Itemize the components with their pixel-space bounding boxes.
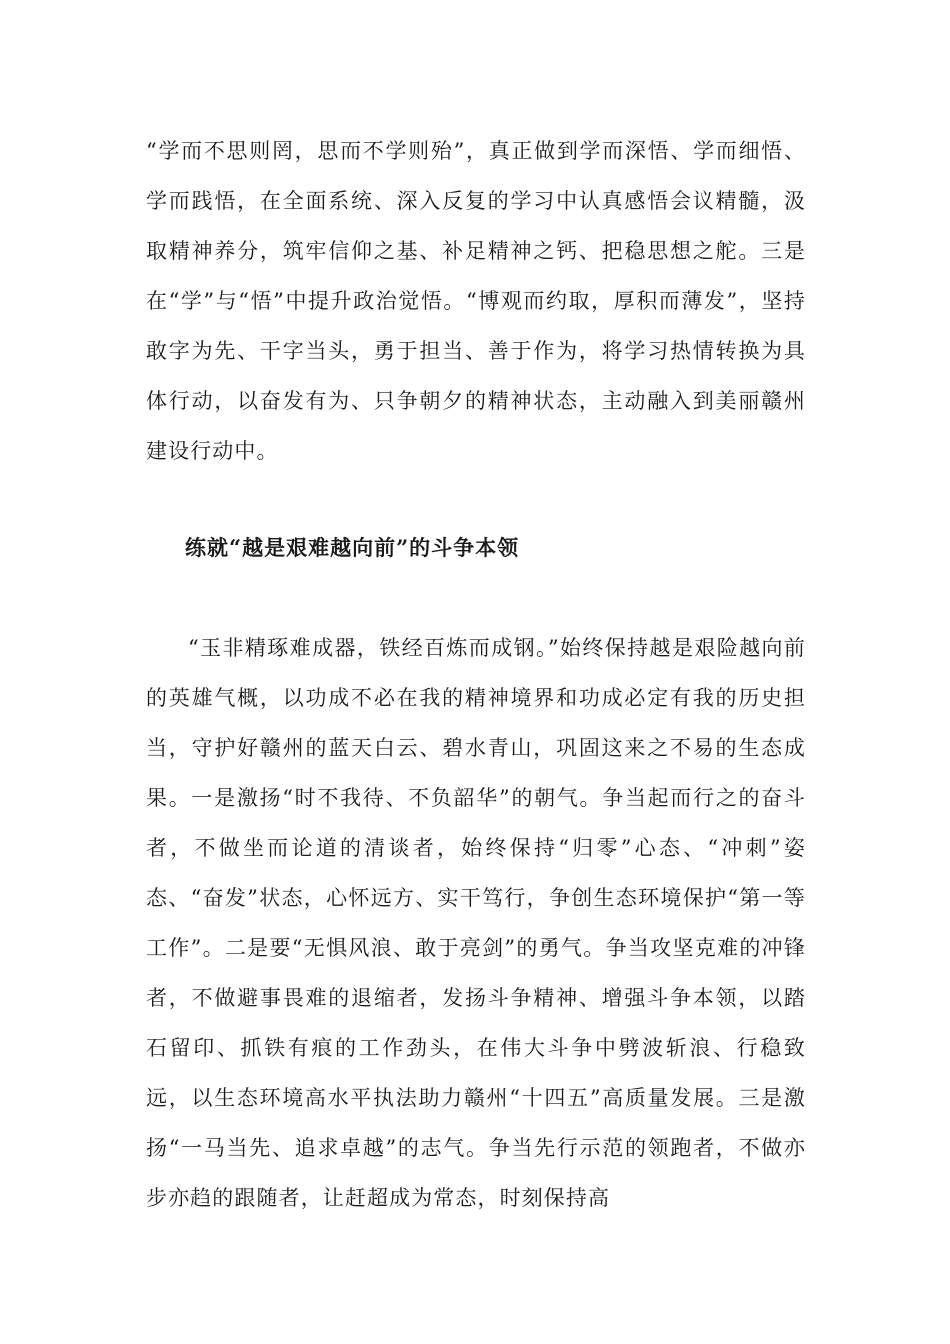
- body-paragraph: “学而不思则罔，思而不学则殆”，真正做到学而深悟、学而细悟、学而践悟，在全面系统、深入反复的学习中认真感悟会议精髓，汲取精神养分，筑牢信仰之基、补足精神之钙、把稳思想之舵。三是在“学”与“悟”中提升政治觉悟。“博观而约取，厚积而薄发”，坚持敢字为先、干字当头，勇于担当、善于作为，将学习热情转换为具体行动，以奋发有为、只争朝夕的精神状态，主动融入到美丽赣州建设行动中。: [146, 139, 806, 463]
- section-heading: 练就“越是艰难越向前”的斗争本领: [185, 535, 520, 560]
- body-paragraph: “玉非精琢难成器，铁经百炼而成钢。”始终保持越是艰险越向前的英雄气概，以功成不必在我的精神境界和功成必定有我的历史担当，守护好赣州的蓝天白云、碧水青山，巩固这来之不易的生态成果。一是激扬“时不我待、不负韶华”的朝气。争当起而行之的奋斗者，不做坐而论道的清谈者，始终保持“归零”心态、“冲刺”姿态、“奋发”状态，心怀远方、实干笃行，争创生态环境保护“第一等工作”。二是要“无惧风浪、敢于亮剑”的勇气。争当攻坚克难的冲锋者，不做避事畏难的退缩者，发扬斗争精神、增强斗争本领，以踏石留印、抓铁有痕的工作劲头，在伟大斗争中劈波斩浪、行稳致远，以生态环境高水平执法助力赣州“十四五”高质量发展。三是激扬“一马当先、追求卓越”的志气。争当先行示范的领跑者，不做亦步亦趋的跟随者，让赶超成为常态，时刻保持高: [146, 636, 806, 1210]
